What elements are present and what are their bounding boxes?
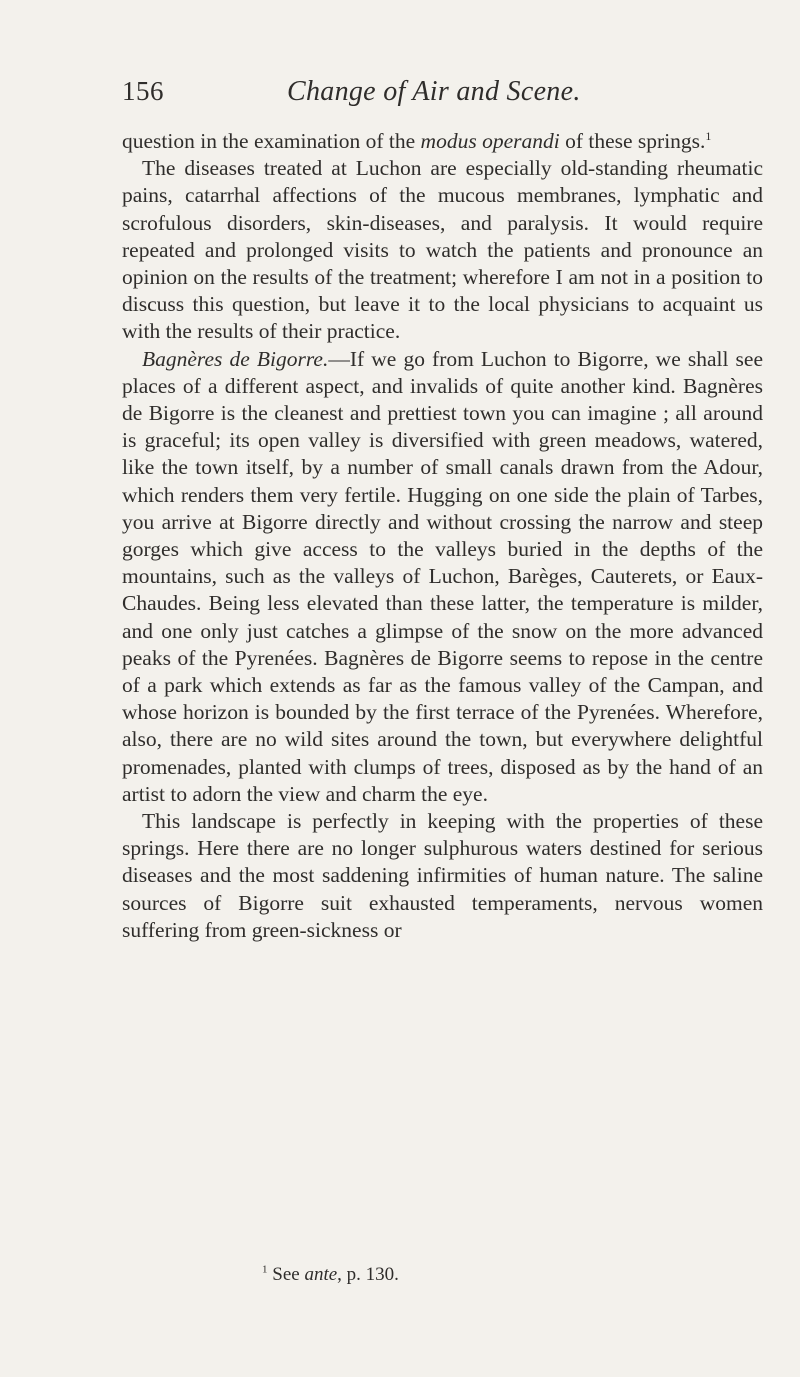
paragraph-luchon-diseases: The diseases treated at Luchon are especially old-standing rheumatic pains, catarrhal affections of the mucous membranes, lymphatic and scrofulous disorders, skin-diseases, and paralysis. It would require repeated and prolonged visits to watch the patients and pronounce an opinion on the results of the treatment; wherefore I am not in a position to discuss this question, but leave it to the local physicians to acquaint us with the results of their practice. — [122, 156, 763, 344]
footnote-reference: 1 — [705, 128, 712, 143]
footnote: $^1$ See ante, p. 130. — [262, 1263, 399, 1285]
paragraph-landscape: This landscape is perfectly in keeping with the properties of these springs. Here there are no longer sulphurous waters destined for serious diseases and the most saddening infirmities of human nature. The saline sources of Bigorre suit exhausted temperaments, nervous women suffering from green-sickness or — [122, 809, 763, 942]
paragraph-continuation: question in the examination of the modus operandi of these springs.$^1$ — [122, 128, 712, 153]
running-title: Change of Air and Scene. — [287, 76, 581, 107]
page-number: 156 — [122, 76, 164, 106]
body-text — [122, 128, 763, 944]
paragraph-bagneres-de-bigorre: Bagnères de Bigorre.—If we go from Luchon to Bigorre, we shall see places of a different aspect, and invalids of quite another kind. Bagnères de Bigorre is the cleanest and prettiest town you can imagine ; all around is graceful; its open valley is diversified with green meadows, watered, like the town itself, by a number of small canals drawn from the Adour, which renders them very fertile. Hugging on one side the plain of Tarbes, you arrive at Bigorre directly and without crossing the narrow and steep gorges which give access to the valleys buried in the depths of the mountains, such as the valleys of Luchon, Barèges, Cauterets, or Eaux-Chaudes. Being less elevated than these latter, the temperature is milder, and one only just catches a glimpse of the snow on the more advanced peaks of the Pyrenées. Bagnères de Bigorre seems to repose in the centre of a park which extends as far as the famous valley of the Campan, and whose horizon is bounded by the first terrace of the Pyrenées. Wherefore, also, there are no wild sites around the town, but everywhere delightful promenades, planted with clumps of trees, disposed as by the hand of an artist to adorn the view and charm the eye. — [122, 346, 763, 806]
section-heading: Bagnères de Bigorre. — [142, 346, 329, 371]
footnote-mark: 1 — [262, 1263, 268, 1276]
page-header — [122, 76, 762, 116]
latin-term: modus operandi — [420, 129, 560, 153]
